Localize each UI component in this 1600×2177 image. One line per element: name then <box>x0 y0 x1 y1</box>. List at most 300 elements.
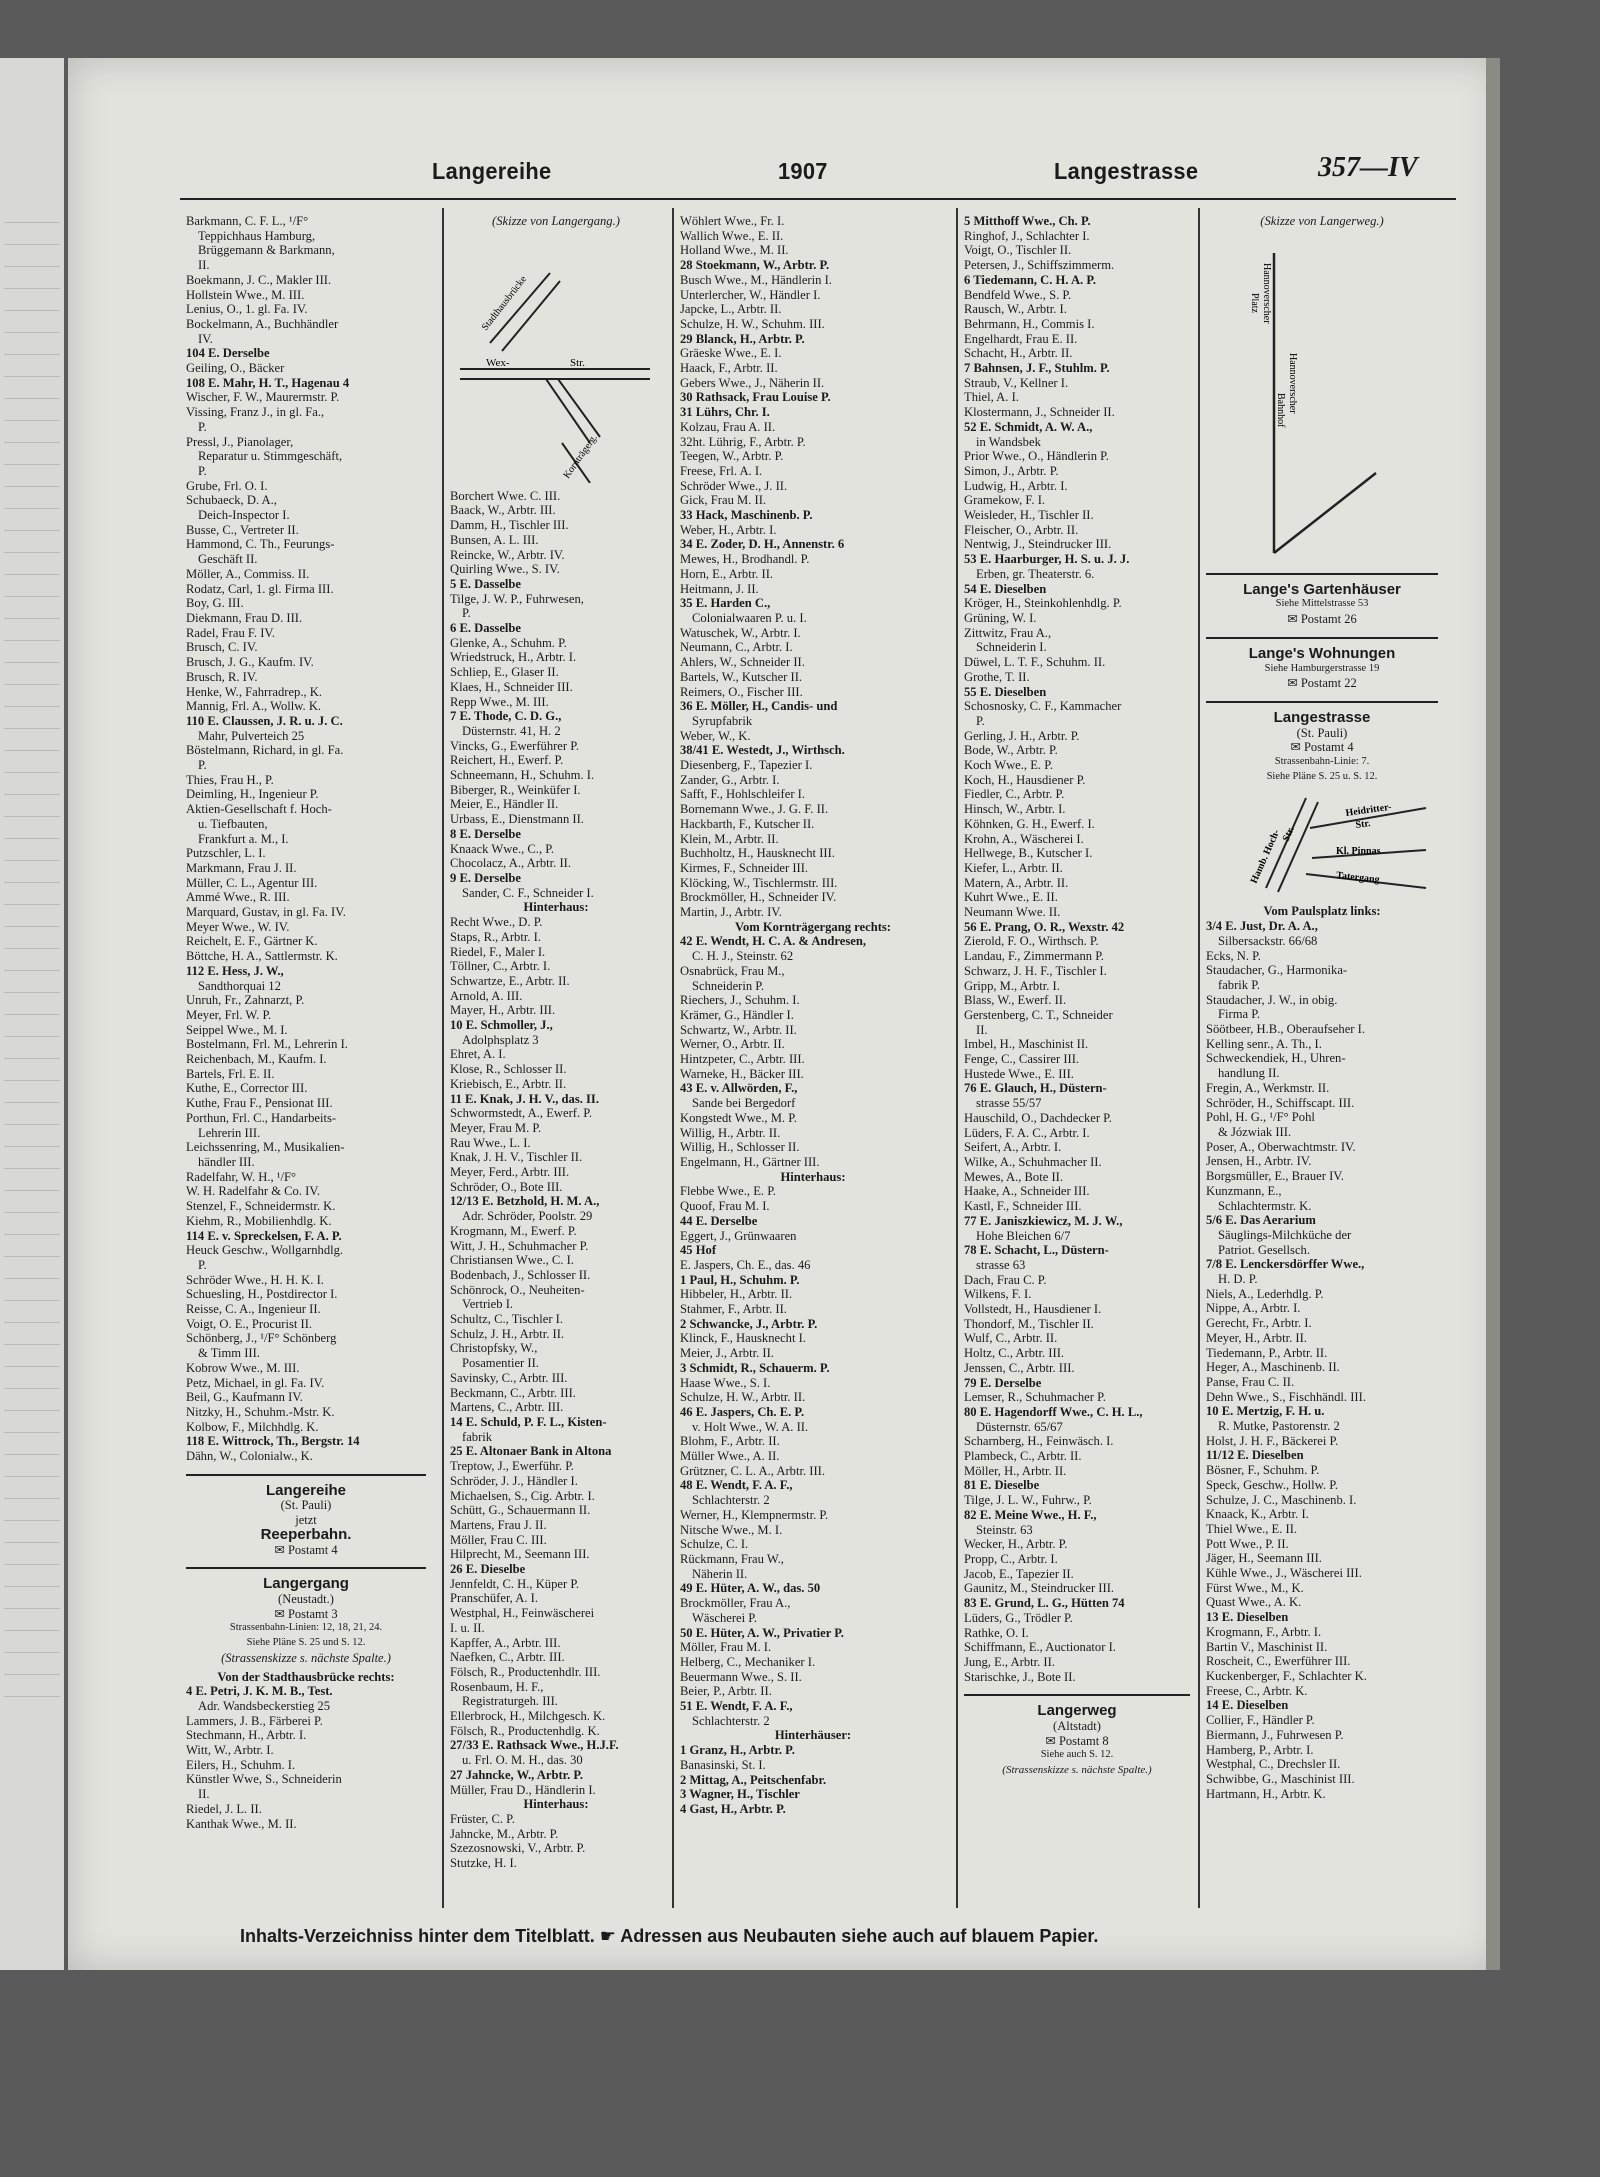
list-item: Colonialwaaren P. u. I. <box>692 610 807 625</box>
list-item: Diekmann, Frau D. III. <box>186 610 303 625</box>
sketch-svg <box>450 233 662 483</box>
list-item: Klinck, F., Hausknecht I. <box>680 1331 806 1346</box>
list-item: Knak, J. H. V., Tischler II. <box>450 1150 583 1165</box>
street-district: (St. Pauli) <box>1296 725 1348 740</box>
list-item: Beier, P., Arbtr. II. <box>680 1684 772 1699</box>
list-item: Meyer, H., Arbtr. II. <box>1206 1330 1307 1345</box>
column-divider <box>672 208 674 1908</box>
postamt-label: ✉ Postamt 3 <box>274 1606 338 1621</box>
list-item: 26 E. Dieselbe <box>450 1562 526 1577</box>
list-item: Neumann, C., Arbtr. I. <box>680 640 793 655</box>
map-caption: (Skizze von Langerweg.) <box>1260 214 1384 228</box>
list-item: Ludwig, H., Arbtr. I. <box>964 478 1068 493</box>
list-item: Teegen, W., Arbtr. P. <box>680 449 784 464</box>
list-item: Hinterhaus: <box>780 1169 846 1184</box>
list-item: Adr. Schröder, Poolstr. 29 <box>462 1209 593 1224</box>
list-item: Westphal, H., Feinwäscherei <box>450 1606 595 1621</box>
list-item: Kirmes, F., Schneider III. <box>680 860 809 875</box>
list-item: Düwel, L. T. F., Schuhm. II. <box>964 655 1106 670</box>
list-item: & Timm III. <box>198 1346 260 1361</box>
list-item: Mewes, A., Bote II. <box>964 1169 1063 1184</box>
list-item: Rosenbaum, H. F., <box>450 1679 544 1694</box>
list-item: Thies, Frau H., P. <box>186 772 274 787</box>
list-item: 48 E. Wendt, F. A. F., <box>680 1478 793 1493</box>
list-item: Köhnken, G. H., Ewerf. I. <box>964 816 1095 831</box>
postamt-label: ✉ Postamt 4 <box>274 1542 338 1557</box>
list-item: Barkmann, C. F. L., ¹/F° <box>186 214 309 228</box>
street-note: jetzt <box>295 1513 317 1528</box>
list-item: Speck, Geschw., Hollw. P. <box>1206 1477 1338 1492</box>
list-item: Deimling, H., Ingenieur P. <box>186 787 319 802</box>
list-item: Näherin II. <box>692 1566 748 1581</box>
list-item: Reichert, H., Ewerf. P. <box>450 753 564 768</box>
list-item: Schröder, H., Schiffscapt. III. <box>1206 1095 1355 1110</box>
list-item: Schulz, J. H., Arbtr. II. <box>450 1326 565 1341</box>
street-district: (Neustadt.) <box>278 1591 334 1606</box>
list-item: 82 E. Meine Wwe., H. F., <box>964 1507 1097 1522</box>
list-item: Grube, Frl. O. I. <box>186 478 268 493</box>
list-item: Tilge, J. W. P., Fuhrwesen, <box>450 591 584 606</box>
list-item: Bunsen, A. L. III. <box>450 532 539 547</box>
list-item: Brockmöller, Frau A., <box>680 1596 791 1611</box>
list-item: Lüders, F. A. C., Arbtr. I. <box>964 1125 1090 1140</box>
list-item: u. Tiefbauten, <box>198 816 268 831</box>
list-item: Vertrieb I. <box>462 1297 514 1312</box>
list-item: Putzschler, L. I. <box>186 846 266 861</box>
list-item: Radel, Frau F. IV. <box>186 625 276 640</box>
list-item: Schiffmann, E., Auctionator I. <box>964 1640 1116 1655</box>
street-district: (St. Pauli) <box>280 1498 332 1513</box>
list-item: 27 Jahncke, W., Arbtr. P. <box>450 1767 584 1782</box>
map-label: Hannoverscher <box>1261 262 1272 324</box>
list-item: Kuthe, Frau F., Pensionat III. <box>186 1096 333 1111</box>
envelope-icon: ✉ <box>1290 740 1304 755</box>
street-title: Langerweg <box>1037 1702 1117 1720</box>
street-info: Strassenbahn-Linien: 12, 18, 21, 24. <box>229 1622 383 1634</box>
list-item: Mannig, Frl. A., Wollw. K. <box>186 699 322 714</box>
list-item: Ringhof, J., Schlachter I. <box>964 228 1090 243</box>
list-item: handlung II. <box>1218 1066 1280 1081</box>
list-item: Bösner, F., Schuhm. P. <box>1206 1463 1320 1478</box>
list-item: Hintzpeter, C., Arbtr. III. <box>680 1052 805 1067</box>
column-divider <box>442 208 444 1908</box>
list-item: 14 E. Dieselben <box>1206 1698 1289 1713</box>
list-item: 8 E. Derselbe <box>450 826 521 841</box>
map-label: Stadthausbrücke <box>479 273 530 333</box>
list-item: Fölsch, R., Productenhdlg. K. <box>450 1723 600 1738</box>
list-item: Freese, C., Arbtr. K. <box>1206 1683 1308 1698</box>
list-item: Flebbe Wwe., E. P. <box>680 1184 776 1199</box>
list-item: Lemser, R., Schuhmacher P. <box>964 1390 1106 1405</box>
list-item: Fiedler, C., Arbtr. P. <box>964 787 1065 802</box>
list-item: Werner, O., Arbtr. II. <box>680 1037 785 1052</box>
list-item: Panse, Frau C. II. <box>1206 1374 1295 1389</box>
list-item: Witt, J. H., Schuhmacher P. <box>450 1238 589 1253</box>
list-item: 52 E. Schmidt, A. W. A., <box>964 419 1093 434</box>
list-item: Diesenberg, F., Tapezier I. <box>680 758 813 773</box>
list-item: Niels, A., Lederhdlg. P. <box>1206 1286 1324 1301</box>
list-item: Brockmöller, H., Schneider IV. <box>680 890 837 905</box>
list-item: Klose, R., Schlosser II. <box>450 1062 567 1077</box>
list-item: Schliep, E., Glaser II. <box>450 665 559 680</box>
list-item: Reichelt, E. F., Gärtner K. <box>186 934 318 949</box>
list-item: Zittwitz, Frau A., <box>964 625 1052 640</box>
list-item: Porthun, Frl. C., Handarbeits- <box>186 1110 337 1125</box>
list-item: Kiehm, R., Mobilienhdlg. K. <box>186 1213 332 1228</box>
list-item: Beckmann, C., Arbtr. III. <box>450 1385 576 1400</box>
list-item: v. Holt Wwe., W. A. II. <box>692 1419 809 1434</box>
list-item: Gerstenberg, C. T., Schneider <box>964 1007 1113 1022</box>
list-item: Biermann, J., Fuhrwesen P. <box>1206 1727 1344 1742</box>
street-title: Langereihe <box>265 1481 347 1499</box>
list-item: strasse 63 <box>976 1257 1026 1272</box>
list-item: Möller, H., Arbtr. II. <box>964 1463 1067 1478</box>
list-item: Gaunitz, M., Steindrucker III. <box>964 1581 1115 1596</box>
list-item: Roscheit, C., Ewerführer III. <box>1206 1654 1351 1669</box>
list-item: Grützner, C. L. A., Arbtr. III. <box>680 1463 825 1478</box>
list-item: Kastl, F., Schneider III. <box>964 1199 1082 1214</box>
list-item: Damm, H., Tischler III. <box>450 518 569 533</box>
list-item: Bostelmann, Frl. M., Lehrerin I. <box>186 1037 348 1052</box>
footer-notice: Inhalts-Verzeichniss hinter dem Titelblatt. ☛ Adressen aus Neubauten siehe auch auf blauem Papier. <box>240 1926 1099 1946</box>
list-item: Meyer, Frau M. P. <box>450 1120 542 1135</box>
list-item: Arnold, A. III. <box>450 988 523 1003</box>
list-item: Schulze, C. I. <box>680 1537 749 1552</box>
list-item: Krämer, G., Händler I. <box>680 1007 794 1022</box>
list-item: Jacob, E., Tapezier II. <box>964 1566 1074 1581</box>
list-item: Vom Paulsplatz links: <box>1263 904 1381 919</box>
list-item: 6 Tiedemann, C. H. A. P. <box>964 272 1097 287</box>
sketch-svg <box>1206 233 1438 563</box>
list-item: Hibbeler, H., Arbtr. II. <box>680 1287 793 1302</box>
list-item: P. <box>198 1257 207 1272</box>
list-item: 50 E. Hüter, A. W., Privatier P. <box>680 1625 844 1640</box>
list-item: Warneke, H., Bäcker III. <box>680 1066 804 1081</box>
list-item: Böstelmann, Richard, in gl. Fa. <box>186 743 344 758</box>
list-item: Kuthe, E., Corrector III. <box>186 1081 308 1096</box>
list-item: Jäger, H., Seemann III. <box>1206 1551 1322 1566</box>
entries-langergang-2 <box>450 489 662 1871</box>
list-item: Mewes, H., Brodhandl. P. <box>680 552 810 567</box>
list-item: Simon, J., Arbtr. P. <box>964 463 1059 478</box>
list-item: Hackbarth, F., Kutscher II. <box>680 816 815 831</box>
list-item: Naefken, C., Arbtr. III. <box>450 1650 565 1665</box>
list-item: 31 Lührs, Chr. I. <box>680 405 770 420</box>
list-item: P. <box>462 606 471 621</box>
list-item: Lüders, G., Trödler P. <box>964 1610 1073 1625</box>
list-item: Schlachterstr. 2 <box>692 1713 770 1728</box>
list-item: Zander, G., Arbtr. I. <box>680 772 780 787</box>
list-item: Koch, H., Hausdiener P. <box>964 772 1086 787</box>
list-item: Lammers, J. B., Färberei P. <box>186 1713 323 1728</box>
list-item: Syrupfabrik <box>692 713 753 728</box>
postamt-label: ✉ Postamt 4 <box>1290 740 1354 755</box>
list-item: Eilers, H., Schuhm. I. <box>186 1757 296 1772</box>
list-item: Matern, A., Arbtr. II. <box>964 875 1069 890</box>
list-item: 6 E. Dasselbe <box>450 621 522 636</box>
list-item: Wulf, C., Arbtr. II. <box>964 1331 1058 1346</box>
list-item: Marquard, Gustav, in gl. Fa. IV. <box>186 905 346 920</box>
list-item: 77 E. Janiszkiewicz, M. J. W., <box>964 1213 1123 1228</box>
list-item: Hamberg, P., Arbtr. I. <box>1206 1742 1314 1757</box>
list-item: W. H. Radelfahr & Co. IV. <box>186 1184 320 1199</box>
entries-langergang <box>186 1670 426 1832</box>
list-item: II. <box>976 1022 988 1037</box>
list-item: II. <box>198 1787 210 1802</box>
list-item: Düsternstr. 41, H. 2 <box>462 723 561 738</box>
column-1 <box>186 214 426 1914</box>
list-item: Wecker, H., Arbtr. P. <box>964 1537 1068 1552</box>
list-item: Collier, F., Händler P. <box>1206 1713 1315 1728</box>
envelope-icon: ✉ <box>1287 676 1301 691</box>
list-item: 49 E. Hüter, A. W., das. 50 <box>680 1581 821 1596</box>
street-info: Strassenbahn-Linie: 7. <box>1274 756 1370 768</box>
list-item: Boy, G. III. <box>186 596 244 611</box>
map-label: Heidritter- <box>1344 802 1393 820</box>
street-info: Siehe Hamburgerstrasse 19 <box>1264 662 1380 674</box>
list-item: Stechmann, H., Arbtr. I. <box>186 1728 307 1743</box>
list-item: Firma P. <box>1218 1007 1260 1022</box>
list-item: Meyer, Frl. W. P. <box>186 1007 272 1022</box>
list-item: P. <box>198 419 207 434</box>
list-item: Adolphsplatz 3 <box>462 1032 539 1047</box>
map-label: Platz <box>1249 292 1260 313</box>
list-item: 3 Wagner, H., Tischler <box>680 1787 800 1802</box>
list-item: Patriot. Gesellsch. <box>1218 1242 1310 1257</box>
list-item: Schneiderin I. <box>976 640 1047 655</box>
list-item: Ehret, A. I. <box>450 1047 506 1062</box>
list-item: Bartels, Frl. E. II. <box>186 1066 275 1081</box>
entries-langergang-4 <box>964 214 1190 1684</box>
list-item: 44 E. Derselbe <box>680 1213 758 1228</box>
list-item: Thondorf, M., Tischler II. <box>964 1316 1094 1331</box>
list-item: R. Mutke, Pastorenstr. 2 <box>1218 1419 1340 1434</box>
list-item: Registraturgeh. III. <box>462 1694 558 1709</box>
column-3 <box>680 214 946 1914</box>
list-item: Staudacher, G., Harmonika- <box>1206 963 1348 978</box>
list-item: Hartmann, H., Arbtr. K. <box>1206 1786 1326 1801</box>
list-item: Tiedemann, P., Arbtr. II. <box>1206 1345 1328 1360</box>
list-item: 110 E. Claussen, J. R. u. J. C. <box>186 713 343 728</box>
list-item: II. <box>198 258 210 273</box>
list-item: Steinstr. 63 <box>976 1522 1033 1537</box>
list-item: Stenzel, F., Schneidermstr. K. <box>186 1199 336 1214</box>
list-item: Gerling, J. H., Arbtr. P. <box>964 728 1080 743</box>
list-item: Rathke, O. I. <box>964 1625 1029 1640</box>
street-title: Langergang <box>263 1575 349 1593</box>
list-item: Schulze, J. C., Maschinenb. I. <box>1206 1492 1357 1507</box>
map-caption: (Skizze von Langergang.) <box>492 214 620 228</box>
list-item: 3 Schmidt, R., Schauerm. P. <box>680 1360 830 1375</box>
list-item: 112 E. Hess, J. W., <box>186 963 284 978</box>
list-item: Petz, Michael, in gl. Fa. IV. <box>186 1375 325 1390</box>
list-item: Henke, W., Fahrradrep., K. <box>186 684 323 699</box>
entries-langereihe <box>186 214 426 1464</box>
street-info: Siehe Pläne S. 25 und S. 12. <box>246 1637 366 1649</box>
list-item: Schubaeck, D. A., <box>186 493 277 508</box>
list-item: Hellwege, B., Kutscher I. <box>964 846 1093 861</box>
list-item: Weber, H., Arbtr. I. <box>680 522 777 537</box>
list-item: Kühle Wwe., J., Wäscherei III. <box>1206 1566 1362 1581</box>
list-item: 11/12 E. Dieselben <box>1206 1448 1304 1463</box>
envelope-icon: ✉ <box>1045 1733 1059 1748</box>
list-item: 33 Hack, Maschinenb. P. <box>680 508 813 523</box>
list-item: Wischer, F. W., Maurermstr. P. <box>186 390 340 405</box>
list-item: 80 E. Hagendorff Wwe., C. H. L., <box>964 1404 1143 1419</box>
list-item: Markmann, Frau J. II. <box>186 860 297 875</box>
list-item: 14 E. Schuld, P. F. L., Kisten- <box>450 1415 607 1429</box>
street-title: Langestrasse <box>1273 708 1371 726</box>
list-item: Mahr, Pulverteich 25 <box>198 728 305 743</box>
list-item: Silbersackstr. 66/68 <box>1218 933 1318 948</box>
list-item: Scharnberg, H., Feinwäsch. I. <box>964 1434 1114 1449</box>
list-item: Schacht, H., Arbtr. II. <box>964 346 1073 361</box>
list-item: Banasinski, St. I. <box>680 1757 766 1772</box>
list-item: Recht Wwe., D. P. <box>450 915 543 930</box>
list-item: Brusch, C. IV. <box>186 640 258 655</box>
list-item: E. Jaspers, Ch. E., das. 46 <box>680 1257 811 1272</box>
list-item: Willig, H., Arbtr. II. <box>680 1125 781 1140</box>
list-item: Brusch, R. IV. <box>186 669 258 684</box>
list-item: 54 E. Dieselben <box>964 581 1047 596</box>
list-item: Pranschüfer, A. I. <box>450 1591 538 1606</box>
list-item: Schulze, H. W., Arbtr. II. <box>680 1390 806 1405</box>
list-item: Sander, C. F., Schneider I. <box>462 885 594 900</box>
list-item: Posamentier II. <box>462 1356 539 1371</box>
list-item: Meyer Wwe., W. IV. <box>186 919 290 934</box>
list-item: Martens, C., Arbtr. III. <box>450 1400 564 1415</box>
street-info: (Strassenskizze s. nächste Spalte.) <box>1002 1764 1152 1777</box>
list-item: Rau Wwe., L. I. <box>450 1135 531 1150</box>
street-box-langestrasse <box>1206 701 1438 785</box>
list-item: Christopfsky, W., <box>450 1341 538 1356</box>
list-item: Schwartz, W., Arbtr. II. <box>680 1022 797 1037</box>
list-item: 29 Blanck, H., Arbtr. P. <box>680 331 805 346</box>
list-item: Kiefer, L., Arbtr. II. <box>964 860 1063 875</box>
list-item: Bodenbach, J., Schlosser II. <box>450 1267 591 1282</box>
list-item: P. <box>198 758 207 773</box>
list-item: Michaelsen, S., Cig. Arbtr. I. <box>450 1488 595 1503</box>
list-item: Nentwig, J., Steindrucker III. <box>964 537 1112 552</box>
list-item: Jenssen, C., Arbtr. III. <box>964 1360 1075 1375</box>
list-item: Geiling, O., Bäcker <box>186 361 285 376</box>
list-item: 79 E. Derselbe <box>964 1375 1042 1390</box>
map-label: Kornträgerg. <box>561 432 600 481</box>
list-item: Beuermann Wwe., S. II. <box>680 1669 802 1684</box>
header-right: Langestrasse <box>1054 158 1199 184</box>
list-item: Urbass, E., Dienstmann II. <box>450 812 584 827</box>
list-item: Kobrow Wwe., M. III. <box>186 1360 300 1375</box>
map-label: Hannoverscher <box>1287 352 1298 414</box>
list-item: Grüning, W. I. <box>964 610 1037 625</box>
page-binding-edge <box>1486 58 1500 1970</box>
list-item: Holst, J. H. F., Bäckerei P. <box>1206 1433 1339 1448</box>
list-item: Hollstein Wwe., M. III. <box>186 287 305 302</box>
list-item: 10 E. Schmoller, J., <box>450 1018 553 1033</box>
list-item: Szezosnowski, V., Arbtr. P. <box>450 1841 586 1856</box>
page-number: 357—IV <box>1318 152 1418 183</box>
list-item: Propp, C., Arbtr. I. <box>964 1551 1058 1566</box>
map-label: Kl. Pinnas <box>1336 846 1381 858</box>
list-item: fabrik P. <box>1218 977 1260 992</box>
list-item: Ahlers, W., Schneider II. <box>680 655 805 670</box>
list-item: Neumann Wwe. II. <box>964 905 1061 920</box>
list-item: Biberger, R., Weinküfer I. <box>450 782 581 797</box>
list-item: H. D. P. <box>1218 1272 1258 1287</box>
list-item: Schuesling, H., Postdirector I. <box>186 1287 338 1302</box>
list-item: Werner, H., Klempnermstr. P. <box>680 1507 829 1522</box>
list-item: Ammé Wwe., R. III. <box>186 890 290 905</box>
list-item: Stutzke, H. I. <box>450 1856 517 1871</box>
list-item: u. Frl. O. M. H., das. 30 <box>462 1753 583 1768</box>
map-label: Hamb. Hoch- <box>1248 828 1283 886</box>
list-item: Imbel, H., Maschinist II. <box>964 1037 1089 1052</box>
list-item: Heitmann, J. II. <box>680 581 759 596</box>
street-sketch-langestrasse <box>1206 788 1438 898</box>
list-item: 4 E. Petri, J. K. M. B., Test. <box>186 1684 333 1699</box>
list-item: Baack, W., Arbtr. III. <box>450 503 556 518</box>
list-item: 83 E. Grund, L. G., Hütten 74 <box>964 1596 1125 1611</box>
list-item: 27/33 E. Rathsack Wwe., H.J.F. <box>450 1738 619 1753</box>
list-item: Schwarz, J. H. F., Tischler I. <box>964 963 1107 978</box>
list-item: 9 E. Derselbe <box>450 870 521 885</box>
list-item: Reisse, C. A., Ingenieur II. <box>186 1302 321 1317</box>
list-item: Horn, E., Arbtr. II. <box>680 566 774 581</box>
list-item: 30 Rathsack, Frau Louise P. <box>680 390 831 405</box>
list-item: Schütt, G., Schauermann II. <box>450 1503 591 1518</box>
list-item: Gerecht, Fr., Arbtr. I. <box>1206 1316 1312 1331</box>
envelope-icon: ✉ <box>274 1606 288 1621</box>
list-item: Kröger, H., Steinkohlenhdlg. P. <box>964 596 1122 611</box>
list-item: Teppichhaus Hamburg, <box>198 228 316 243</box>
street-title: Lange's Gartenhäuser <box>1243 580 1401 598</box>
list-item: 3/4 E. Just, Dr. A. A., <box>1206 919 1318 934</box>
list-item: Schröder, J. J., Händler I. <box>450 1473 578 1488</box>
list-item: Hinsch, W., Arbtr. I. <box>964 802 1066 817</box>
list-item: Dähn, W., Colonialw., K. <box>186 1449 313 1464</box>
list-item: Kolbow, F., Milchhdlg. K. <box>186 1419 319 1434</box>
list-item: Vincks, G., Ewerführer P. <box>450 738 579 753</box>
header-year: 1907 <box>778 158 828 184</box>
list-item: Treptow, J., Ewerführ. P. <box>450 1459 574 1474</box>
list-item: Kanthak Wwe., M. II. <box>186 1816 297 1831</box>
street-info: Siehe Pläne S. 25 u. S. 12. <box>1266 770 1378 782</box>
street-info: (Strassenskizze s. nächste Spalte.) <box>221 1650 391 1665</box>
list-item: Quoof, Frau M. I. <box>680 1199 770 1214</box>
list-item: Hauschild, O., Dachdecker P. <box>964 1110 1112 1125</box>
list-item: Engelhardt, Frau E. II. <box>964 331 1078 346</box>
list-item: Von der Stadthausbrücke rechts: <box>217 1669 395 1684</box>
envelope-icon: ✉ <box>274 1542 288 1557</box>
list-item: Schröder Wwe., H. H. K. I. <box>186 1272 324 1287</box>
list-item: Bockelmann, A., Buchhändler <box>186 316 339 331</box>
list-item: Krohn, A., Wäscherei I. <box>964 831 1084 846</box>
list-item: Schosnosky, C. F., Kammacher <box>964 699 1122 714</box>
list-item: Repp Wwe., M. III. <box>450 694 549 709</box>
list-item: Kelling senr., A. Th., I. <box>1206 1036 1322 1051</box>
list-item: 13 E. Dieselben <box>1206 1610 1289 1625</box>
list-item: Müller, Frau D., Händlerin I. <box>450 1782 596 1797</box>
list-item: Krogmann, M., Ewerf. P. <box>450 1223 577 1238</box>
list-item: Jensen, H., Arbtr. IV. <box>1206 1154 1312 1169</box>
street-box-langereihe <box>186 1474 426 1558</box>
list-item: 76 E. Glauch, H., Düstern- <box>964 1081 1107 1096</box>
list-item: Savinsky, C., Arbtr. III. <box>450 1370 568 1385</box>
list-item: I. u. II. <box>450 1620 485 1635</box>
list-item: Haase Wwe., S. I. <box>680 1375 771 1390</box>
list-item: 118 E. Wittrock, Th., Bergstr. 14 <box>186 1434 360 1449</box>
map-label: Str. <box>1354 818 1372 832</box>
